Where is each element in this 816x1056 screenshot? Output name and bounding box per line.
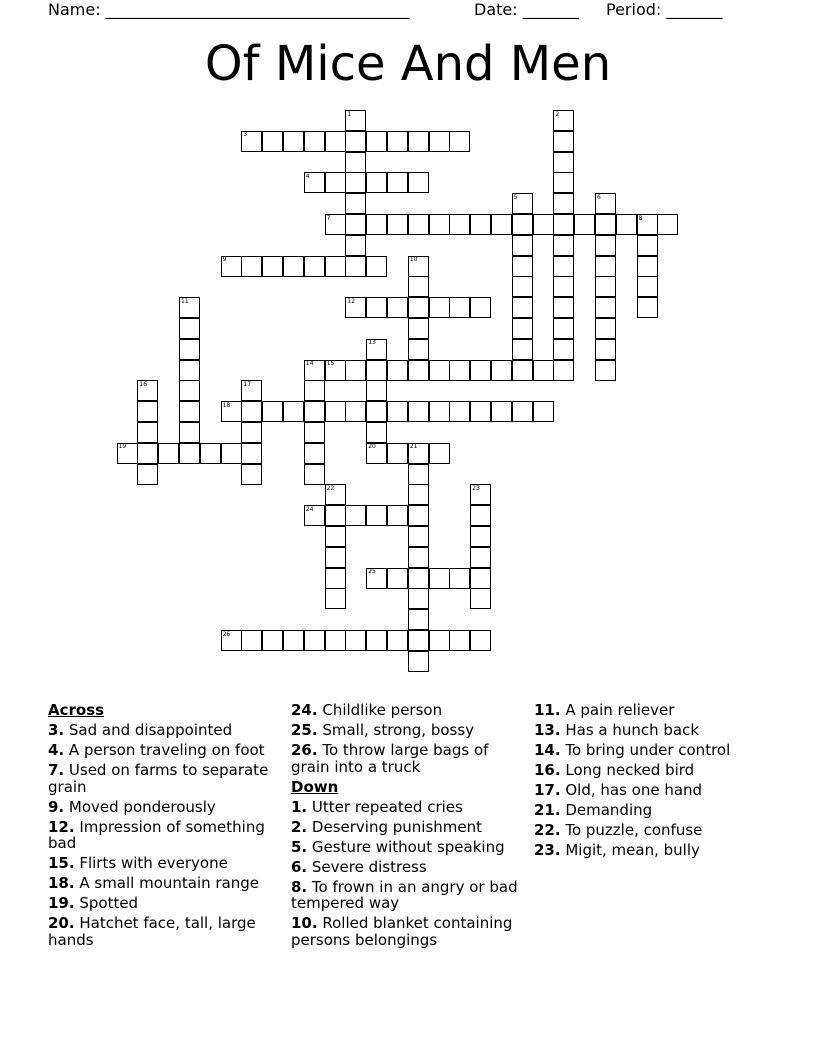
grid-cell[interactable] (387, 131, 408, 152)
grid-cell[interactable] (408, 214, 429, 235)
grid-cell[interactable] (408, 505, 429, 526)
grid-cell[interactable] (345, 131, 366, 152)
grid-cell[interactable] (179, 360, 200, 381)
grid-cell[interactable] (366, 214, 387, 235)
grid-cell[interactable] (616, 214, 637, 235)
grid-cell[interactable] (137, 443, 158, 464)
grid-cell[interactable] (449, 630, 470, 651)
clue-num: 7. (48, 761, 65, 779)
grid-cell[interactable] (262, 256, 283, 277)
clue-item (291, 819, 521, 836)
clue-text: A small mountain range (74, 874, 260, 892)
grid-cell[interactable] (387, 172, 408, 193)
grid-cell[interactable] (325, 526, 346, 547)
grid-cell[interactable] (553, 297, 574, 318)
clue-number: 12 (347, 297, 356, 305)
clue-number: 8 (638, 214, 643, 222)
grid-cell[interactable] (657, 214, 678, 235)
clue-number: 11 (181, 297, 189, 305)
clue-num: 2. (291, 817, 308, 836)
grid-cell[interactable] (387, 214, 408, 235)
grid-cell[interactable] (366, 422, 387, 443)
clue-column-2 (291, 702, 521, 952)
grid-cell[interactable] (408, 276, 429, 297)
grid-cell[interactable] (137, 464, 158, 485)
grid-cell[interactable] (595, 256, 616, 277)
clue-num: 12. (48, 817, 75, 836)
clue-num: 14. (534, 741, 561, 759)
grid-cell[interactable] (637, 297, 658, 318)
clue-text: Small, strong, bossy (317, 721, 475, 739)
grid-cell[interactable] (137, 422, 158, 443)
clue-num: 13. (534, 721, 561, 739)
clue-text: Migit, mean, bully (560, 841, 700, 859)
grid-cell[interactable] (553, 214, 574, 235)
grid-cell[interactable] (470, 401, 491, 422)
clue-num: 1. (291, 797, 308, 816)
clue-item (48, 742, 278, 759)
clue-num: 25. (291, 721, 318, 739)
grid-cell[interactable] (325, 256, 346, 277)
clue-item (48, 875, 278, 892)
grid-cell[interactable] (449, 568, 470, 589)
clue-item (534, 842, 764, 859)
clue-text: Hatchet face, tall, large hands (48, 914, 256, 949)
clue-column-3 (534, 702, 764, 862)
grid-cell[interactable] (366, 297, 387, 318)
clue-text: Gesture without speaking (307, 837, 505, 856)
grid-cell[interactable] (553, 339, 574, 360)
clue-num: 3. (48, 721, 65, 739)
grid-cell[interactable] (366, 630, 387, 651)
grid-cell[interactable] (408, 609, 429, 630)
clue-text: Sad and disappointed (64, 721, 233, 739)
clue-num: 6. (291, 857, 308, 876)
grid-cell[interactable] (241, 256, 262, 277)
grid-cell[interactable] (283, 256, 304, 277)
grid-cell[interactable] (221, 443, 242, 464)
grid-cell[interactable] (345, 235, 366, 256)
grid-cell[interactable] (366, 131, 387, 152)
grid-cell[interactable] (283, 131, 304, 152)
clue-number: 5 (513, 193, 518, 201)
clue-num: 10. (291, 914, 318, 932)
grid-cell[interactable] (325, 547, 346, 568)
grid-cell[interactable] (408, 401, 429, 422)
grid-cell[interactable] (387, 297, 408, 318)
clue-item (291, 839, 521, 856)
grid-cell[interactable] (533, 214, 554, 235)
grid-cell[interactable] (158, 443, 179, 464)
clue-number: 26 (222, 630, 231, 638)
grid-cell[interactable] (304, 464, 325, 485)
clue-item (48, 855, 278, 872)
grid-cell[interactable] (429, 568, 450, 589)
grid-cell[interactable] (408, 526, 429, 547)
clue-item (534, 782, 764, 799)
clue-item (534, 762, 764, 779)
grid-cell[interactable] (408, 568, 429, 589)
grid-cell[interactable] (325, 172, 346, 193)
clue-num: 20. (48, 914, 75, 932)
grid-cell[interactable] (325, 131, 346, 152)
grid-cell[interactable] (179, 318, 200, 339)
clue-text: Impression of something bad (48, 817, 265, 852)
clue-item (48, 799, 278, 816)
clue-text: Demanding (560, 801, 653, 819)
grid-cell[interactable] (429, 131, 450, 152)
grid-cell[interactable] (512, 318, 533, 339)
clue-number: 24 (305, 505, 314, 513)
grid-cell[interactable] (429, 401, 450, 422)
clue-text: To puzzle, confuse (560, 821, 703, 839)
clue-num: 18. (48, 874, 75, 892)
grid-cell[interactable] (595, 318, 616, 339)
grid-cell[interactable] (512, 276, 533, 297)
grid-cell[interactable] (553, 131, 574, 152)
grid-cell[interactable] (512, 235, 533, 256)
grid-cell[interactable] (345, 505, 366, 526)
grid-cell[interactable] (491, 214, 512, 235)
clue-number: 19 (118, 443, 127, 451)
grid-cell[interactable] (533, 401, 554, 422)
clue-text: Childlike person (317, 701, 443, 719)
clue-text: Used on farms to separate grain (48, 761, 269, 796)
clue-num: 26. (291, 741, 318, 759)
clue-item (291, 879, 521, 912)
clue-number: 22 (326, 484, 335, 492)
clue-item (48, 819, 278, 852)
period-field[interactable]: Period: _______ (606, 0, 723, 19)
clue-number: 20 (368, 443, 376, 451)
grid-cell[interactable] (366, 401, 387, 422)
grid-cell[interactable] (179, 339, 200, 360)
name-field[interactable]: Name: ______________________________________ (48, 0, 410, 19)
grid-cell[interactable] (429, 360, 450, 381)
clue-num: 15. (48, 854, 75, 872)
clue-item (291, 742, 521, 775)
grid-cell[interactable] (595, 297, 616, 318)
clue-num: 8. (291, 877, 308, 896)
grid-cell[interactable] (553, 193, 574, 214)
grid-cell[interactable] (241, 401, 262, 422)
grid-cell[interactable] (512, 360, 533, 381)
grid-cell[interactable] (325, 401, 346, 422)
clue-number: 13 (368, 339, 376, 347)
grid-cell[interactable] (553, 172, 574, 193)
grid-cell[interactable] (595, 339, 616, 360)
grid-cell[interactable] (449, 297, 470, 318)
clue-number: 6 (597, 193, 601, 201)
grid-cell[interactable] (137, 401, 158, 422)
clue-text: Severe distress (307, 857, 427, 876)
clue-item (291, 722, 521, 739)
clue-text: A person traveling on foot (64, 741, 265, 759)
clue-text: To throw large bags of grain into a truck (291, 741, 489, 776)
grid-cell[interactable] (325, 568, 346, 589)
grid-cell[interactable] (325, 505, 346, 526)
clue-column-1 (48, 702, 278, 952)
clue-item (534, 742, 764, 759)
grid-cell[interactable] (325, 630, 346, 651)
grid-cell[interactable] (470, 297, 491, 318)
grid-cell[interactable] (512, 256, 533, 277)
grid-cell[interactable] (408, 464, 429, 485)
grid-cell[interactable] (304, 256, 325, 277)
grid-cell[interactable] (595, 214, 616, 235)
grid-cell[interactable] (387, 360, 408, 381)
clue-number: 16 (139, 380, 148, 388)
clue-num: 23. (534, 841, 561, 859)
grid-cell[interactable] (637, 235, 658, 256)
grid-cell[interactable] (179, 422, 200, 443)
grid-cell[interactable] (304, 422, 325, 443)
grid-cell[interactable] (345, 152, 366, 173)
clue-item (534, 722, 764, 739)
grid-cell[interactable] (283, 630, 304, 651)
clue-number: 3 (243, 131, 248, 139)
grid-cell[interactable] (491, 360, 512, 381)
grid-cell[interactable] (553, 152, 574, 173)
clue-number: 23 (472, 484, 480, 492)
grid-cell[interactable] (408, 588, 429, 609)
clue-text: Long necked bird (560, 761, 695, 779)
grid-cell[interactable] (241, 464, 262, 485)
grid-cell[interactable] (553, 235, 574, 256)
grid-cell[interactable] (553, 360, 574, 381)
grid-cell[interactable] (408, 547, 429, 568)
clue-number: 10 (409, 256, 418, 264)
grid-cell[interactable] (345, 256, 366, 277)
clue-num: 16. (534, 761, 561, 779)
clue-text: Moved ponderously (64, 797, 216, 816)
grid-cell[interactable] (241, 443, 262, 464)
grid-cell[interactable] (387, 443, 408, 464)
grid-cell[interactable] (470, 214, 491, 235)
clue-text: To bring under control (560, 741, 731, 759)
grid-cell[interactable] (366, 256, 387, 277)
grid-cell[interactable] (408, 484, 429, 505)
clue-text: Rolled blanket containing persons belongings (291, 914, 513, 949)
grid-cell[interactable] (574, 214, 595, 235)
clue-num: 17. (534, 781, 561, 799)
grid-cell[interactable] (200, 443, 221, 464)
date-field[interactable]: Date: _______ (474, 0, 579, 19)
grid-cell[interactable] (408, 172, 429, 193)
clue-item (291, 859, 521, 876)
grid-cell[interactable] (449, 401, 470, 422)
grid-cell[interactable] (387, 401, 408, 422)
clue-text: Deserving punishment (307, 817, 482, 836)
clue-item (291, 915, 521, 948)
grid-cell[interactable] (470, 630, 491, 651)
clue-text: Spotted (74, 894, 139, 912)
clue-text: Old, has one hand (560, 781, 703, 799)
clue-num: 9. (48, 797, 65, 816)
grid-cell[interactable] (553, 318, 574, 339)
grid-cell[interactable] (470, 526, 491, 547)
grid-cell[interactable] (366, 360, 387, 381)
clue-text: A pain reliever (560, 701, 675, 719)
clue-number: 4 (305, 172, 310, 180)
grid-cell[interactable] (241, 630, 262, 651)
grid-cell[interactable] (533, 360, 554, 381)
grid-cell[interactable] (304, 630, 325, 651)
grid-cell[interactable] (429, 297, 450, 318)
grid-cell[interactable] (387, 630, 408, 651)
grid-cell[interactable] (429, 630, 450, 651)
grid-cell[interactable] (387, 505, 408, 526)
grid-cell[interactable] (429, 443, 450, 464)
clue-num: 24. (291, 701, 318, 719)
grid-cell[interactable] (470, 360, 491, 381)
grid-cell[interactable] (345, 401, 366, 422)
clue-num: 5. (291, 837, 308, 856)
grid-cell[interactable] (262, 401, 283, 422)
grid-cell[interactable] (449, 131, 470, 152)
grid-cell[interactable] (408, 297, 429, 318)
grid-cell[interactable] (512, 401, 533, 422)
grid-cell[interactable] (408, 651, 429, 672)
clue-item (534, 802, 764, 819)
clue-heading: Down (291, 777, 339, 796)
clue-number: 21 (409, 443, 418, 451)
grid-cell[interactable] (553, 256, 574, 277)
clue-number: 2 (555, 110, 560, 118)
grid-cell[interactable] (470, 505, 491, 526)
grid-cell[interactable] (262, 630, 283, 651)
grid-cell[interactable] (345, 214, 366, 235)
grid-cell[interactable] (512, 297, 533, 318)
grid-cell[interactable] (366, 172, 387, 193)
grid-cell[interactable] (470, 588, 491, 609)
clue-item (48, 722, 278, 739)
clue-item (534, 702, 764, 719)
grid-cell[interactable] (408, 630, 429, 651)
grid-cell[interactable] (304, 401, 325, 422)
clue-number: 1 (347, 110, 352, 118)
grid-cell[interactable] (449, 214, 470, 235)
grid-cell[interactable] (345, 172, 366, 193)
grid-cell[interactable] (262, 131, 283, 152)
grid-cell[interactable] (449, 360, 470, 381)
clue-num: 19. (48, 894, 75, 912)
clue-number: 7 (326, 214, 331, 222)
grid-cell[interactable] (470, 568, 491, 589)
grid-cell[interactable] (637, 276, 658, 297)
grid-cell[interactable] (179, 380, 200, 401)
grid-cell[interactable] (408, 360, 429, 381)
grid-cell[interactable] (512, 339, 533, 360)
grid-cell[interactable] (595, 276, 616, 297)
clue-text: Utter repeated cries (307, 797, 463, 816)
clue-item (291, 702, 521, 719)
grid-cell[interactable] (408, 131, 429, 152)
grid-cell[interactable] (345, 630, 366, 651)
clue-number: 15 (326, 360, 335, 368)
grid-cell[interactable] (283, 401, 304, 422)
grid-cell[interactable] (304, 443, 325, 464)
grid-cell[interactable] (387, 568, 408, 589)
grid-cell[interactable] (637, 256, 658, 277)
clue-item (534, 822, 764, 839)
clue-text: To frown in an angry or bad tempered way (291, 877, 518, 912)
grid-cell[interactable] (304, 131, 325, 152)
grid-cell[interactable] (595, 360, 616, 381)
clue-number: 9 (222, 256, 227, 264)
grid-cell[interactable] (179, 401, 200, 422)
grid-cell[interactable] (241, 422, 262, 443)
clue-number: 14 (305, 360, 314, 368)
clue-num: 11. (534, 701, 561, 719)
grid-cell[interactable] (179, 443, 200, 464)
clue-num: 4. (48, 741, 65, 759)
grid-cell[interactable] (595, 235, 616, 256)
clue-item (48, 762, 278, 795)
grid-cell[interactable] (553, 276, 574, 297)
grid-cell[interactable] (325, 588, 346, 609)
clue-heading: Across (48, 701, 105, 719)
clue-text: Has a hunch back (560, 721, 700, 739)
grid-cell[interactable] (408, 339, 429, 360)
grid-cell[interactable] (345, 193, 366, 214)
clue-item (291, 799, 521, 816)
clue-num: 22. (534, 821, 561, 839)
page-title: Of Mice And Men (204, 36, 612, 92)
grid-cell[interactable] (491, 401, 512, 422)
clue-number: 17 (243, 380, 252, 388)
grid-cell[interactable] (345, 360, 366, 381)
grid-cell[interactable] (304, 380, 325, 401)
clue-num: 21. (534, 801, 561, 819)
clue-number: 18 (222, 401, 231, 409)
grid-cell[interactable] (366, 505, 387, 526)
clue-item (48, 895, 278, 912)
clue-text: Flirts with everyone (74, 854, 228, 872)
clue-item (48, 915, 278, 948)
grid-cell[interactable] (429, 214, 450, 235)
grid-cell[interactable] (470, 547, 491, 568)
grid-cell[interactable] (408, 318, 429, 339)
grid-cell[interactable] (366, 380, 387, 401)
grid-cell[interactable] (512, 214, 533, 235)
clue-number: 25 (368, 568, 376, 576)
